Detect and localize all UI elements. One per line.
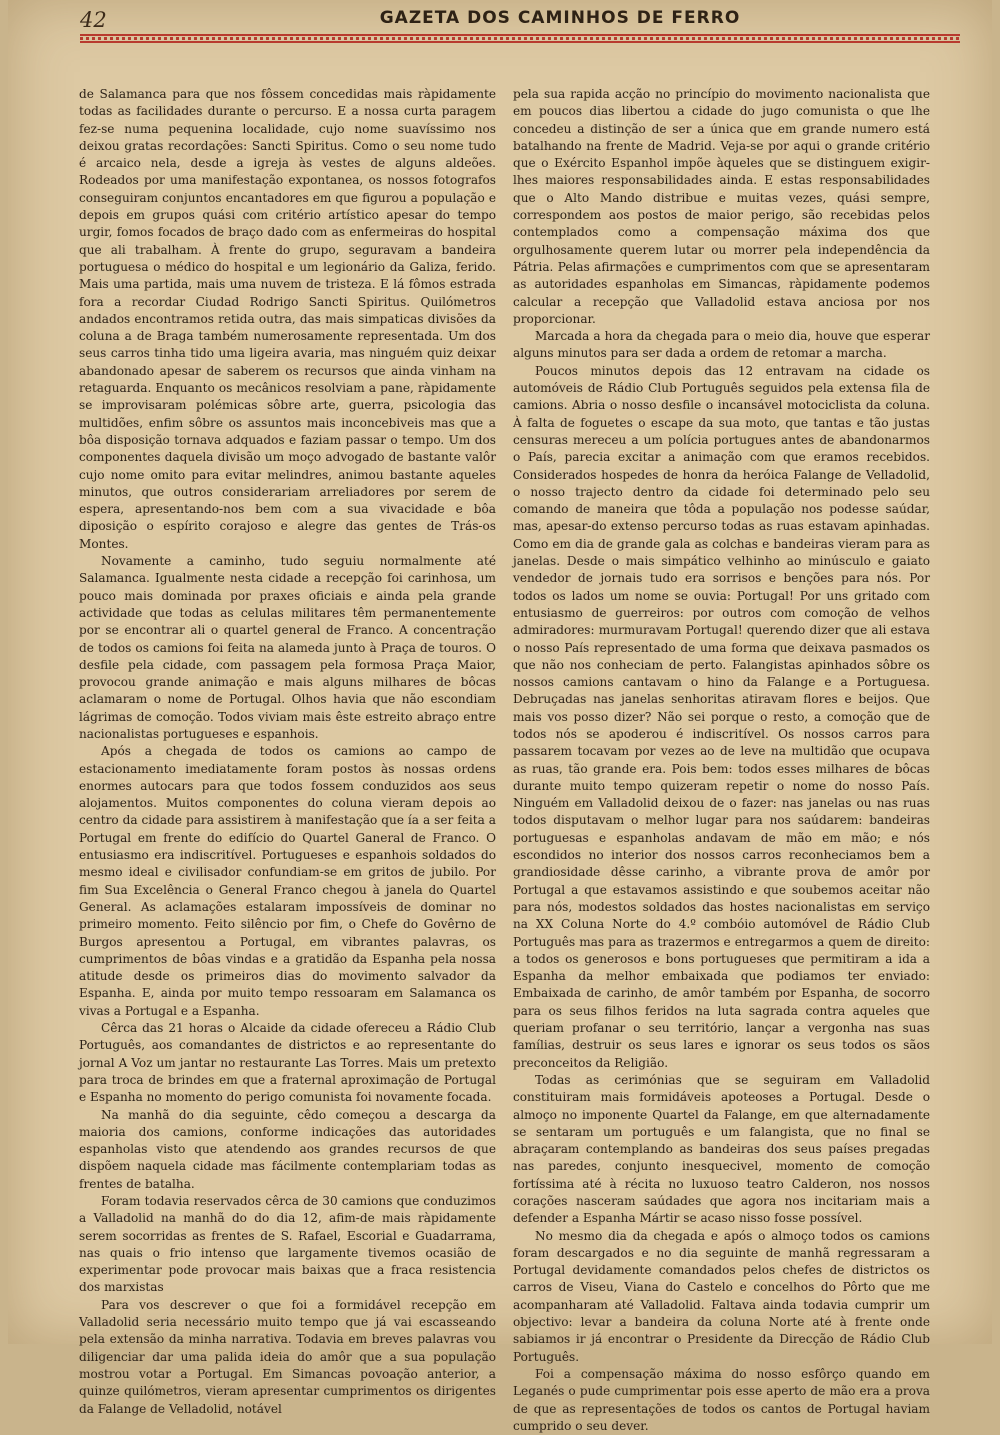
paragraph: Na manhã do dia seguinte, cêdo começou a descarga da maioria dos camions, conforme indicações das autoridades espanholas visto que atendendo aos grandes recursos de que dispõem naquela cidade mas fácilmente contemplariam todas as frentes de batalha. [79, 1107, 496, 1191]
paragraph: pela sua rapida acção no princípio do movimento nacionalista que em poucos dias libertou a cidade do jugo comunista o que lhe concedeu a distinção de ser a única que em grande numero está batalhando na frente de Madrid. Veja-se por aqui o grande critério que o Exército Espanhol impõe àqueles que se distinguem exigir-lhes maiores responsabilidades ainda. E estas responsabilidades que o Alto Mando distribue e muitas vezes, quási sempre, correspondem aos postos de maior perigo, são recebidas pelos contemplados como a compensação máxima dos que orgulhosamente querem lutar ou morrer pela independência da Pátria. Pelas afirmações e cumprimentos com que se apresentaram as autoridades espanholas em Simancas, ràpidamente podemos calcular a recepção que Valladolid estava anciosa por nos proporcionar. [513, 87, 930, 326]
paragraph: Cêrca das 21 horas o Alcaide da cidade ofereceu a Rádio Club Português, aos comandantes de districtos e ao representante do jornal A Voz um jantar no restaurante Las Torres. Mais um pretexto para troca de brindes em que a fraternal aproximação de Portugal e Espanha no momento do perigo comunista foi novamente focada. [79, 1021, 496, 1105]
paragraph: Novamente a caminho, tudo seguiu normalmente até Salamanca. Igualmente nesta cidade a recepção foi carinhosa, um pouco mais dominada por praxes oficiais e ainda pela grande actividade que todas as celulas militares têm permanentemente por se encontrar ali o quartel general de Franco. A concentração de todos os camions foi feita na alameda junto à Praça de touros. O desfile pela cidade, com passagem pela formosa Praça Maior, provocou grande animação e mais alguns milhares de bôcas aclamaram o nome de Portugal. Olhos havia que não escondiam lágrimas de comoção. Todos viviam mais êste estreito abraço entre nacionalistas portugueses e espanhois. [79, 554, 496, 741]
page-number: 42 [80, 8, 107, 32]
paragraph: Após a chegada de todos os camions ao campo de estacionamento imediatamente foram postos às nossas ordens enormes autocars para que todos fossem conduzidos aos seus alojamentos. Muitos componentes do coluna vieram depois ao centro da cidade para assistirem à manifestação que ía a ser feita a Portugal em frente do edifício do Quartel Ganeral de Franco. O entusiasmo era indiscritível. Portugueses e espanhois soldados do mesmo ideal e civilisador confundiam-se em gritos de jubilo. Por fim Sua Excelência o General Franco chegou à janela do Quartel General. As aclamações estalaram impossíveis de dominar no primeiro momento. Feito silêncio por fim, o Chefe do Govêrno de Burgos apresentou a Portugal, em vibrantes palavras, os cumprimentos de bôas vindas e a gratidão da Espanha pela nossa atitude desde os primeiros dias do movimento salvador da Espanha. E, ainda por muito tempo ressoaram em Salamanca os vivas a Portugal e a Espanha. [79, 744, 496, 1018]
paragraph: Foi a compensação máxima do nosso esfôrço quando em Leganés o pude cumprimentar pois esse aperto de mão era a prova de que as representações de todos os cantos de Portugal haviam cumprido o seu dever. [513, 1366, 930, 1433]
paragraph: Para vos descrever o que foi a formidável recepção em Valladolid seria necessário muito tempo que já vai escasseando pela extensão da minha narrativa. Todavia em breves palavras vou diligenciar dar uma palida ideia do amôr que a sua população mostrou votar a Portugal. Em Simancas povoação anterior, a quinze quilómetros, vieram apresentar cumprimentos os dirigentes da Falange de Velladolid, notável [79, 1297, 496, 1416]
journal-title: GAZETA DOS CAMINHOS DE FERRO [379, 8, 741, 28]
header-decorative-rule [80, 34, 960, 43]
paragraph: Foram todavia reservados cêrca de 30 camions que conduzimos a Valladolid na manhã do do dia 12, afim-de mais ràpidamente serem socorridas as frentes de S. Rafael, Escorial e Guadarrama, nas quais o frio intenso que largamente tivemos ocasião de experimentar pode provocar mais baixas que a fraca resistencia dos marxistas [79, 1194, 496, 1295]
paragraph: Marcada a hora da chegada para o meio dia, houve que esperar alguns minutos para ser dada a ordem de retomar a marcha. [513, 329, 930, 361]
paragraph: de Salamanca para que nos fôssem concedidas mais ràpidamente todas as facilidades durante o percurso. E a nossa curta paragem fez-se numa pequenina localidade, cujo nome suavíssimo nos deixou gratas recordações: Sancti Spiritus. Como o seu nome tudo é arcaico nela, desde a igreja às vestes de alguns aldeões. Rodeados por uma manifestação expontanea, os nossos fotografos conseguiram conjuntos encantadores em que figurou a população e depois em grupos quási com critério artístico apesar do tempo urgir, fomos focados de braço dado com as enfermeiras do hospital que ali trabalham. À frente do grupo, seguravam a bandeira portuguesa o médico do hospital e um legionário da Galiza, ferido. Mais uma partida, mais uma nuvem de tristeza. E lá fômos estrada fora a recordar Ciudad Rodrigo Sancti Spiritus. Quilómetros andados encontramos retida outra, das mais simpaticas divisões da coluna a de Braga também numerosamente representada. Um dos seus carros tinha tido uma ligeira avaria, mas ninguém quiz deixar abandonado apesar de saberem os recursos que ainda vinham na retaguarda. Enquanto os mecânicos resolviam a pane, ràpidamente se improvisaram polémicas sôbre arte, guerra, psicologia das multidões, enfim sôbre os assuntos mais inconcebiveis mas que a bôa disposição tornava adquados e faziam passar o tempo. Um dos componentes daquela divisão um moço advogado de bastante valôr cujo nome omito para evitar melindres, animou bastante aqueles minutos, que outros considerariam arreliadores por serem de espera, apresentando-nos bem com a sua vivacidade e bôa diposição o espírito corajoso e alegre das gentes de Trás-os Montes. [79, 87, 496, 551]
right-column [513, 86, 930, 1435]
paragraph: No mesmo dia da chegada e após o almoço todos os camions foram descargados e no dia seguinte de manhã regressaram a Portugal devidamente comandados pelos chefes de districtos os carros de Viseu, Viana do Castelo e concelhos do Pôrto que me acompanharam até Valladolid. Faltava ainda todavia cumprir um objectivo: levar a bandeira da coluna Norte até à frente onde sabiamos ir já encontrar o Presidente da Direcção de Rádio Club Português. [513, 1228, 930, 1364]
paragraph: Todas as cerimónias que se seguiram em Valladolid constituiram mais formidáveis apoteoses a Portugal. Desde o almoço no imponente Quartel da Falange, em que alternadamente se sentaram um português e um falangista, que no final se abraçaram contemplando as bandeiras dos seus países pregadas nas paredes, conjunto inesquecivel, momento de comoção fortíssima até à récita no luxuoso teatro Calderon, nos nossos corações nasceram saúdades que agora nos incitariam mais a defender a Espanha Mártir se acaso nisso fosse possível. [513, 1072, 930, 1226]
page-header [80, 6, 960, 42]
paragraph: Poucos minutos depois das 12 entravam na cidade os automóveis de Rádio Club Português seguidos pela extensa fila de camions. Abria o nosso desfile o incansável motociclista da coluna. À falta de foguetes o escape da sua moto, que tantas e tão justas censuras mereceu a um polícia portugues antes de abandonarmos o País, parecia excitar a animação com que eramos recebidos. Considerados hospedes de honra da heróica Falange de Velladolid, o nosso trajecto dentro da cidade foi determinado pelo seu comando de maneira que tôda a população nos podesse saúdar, mas, apesar-do extenso percurso todas as ruas estavam apinhadas. Como em dia de grande gala as colchas e bandeiras vieram para as janelas. Desde o mais simpático velhinho ao minúsculo e gaiato vendedor de jornais tudo era sorrisos e benções para nós. Por todos os lados um nome se ouvia: Portugal! Por uns gritado com entusiasmo de guerreiros: por outros com comoção de velhos admiradores: murmuravam Portugal! querendo dizer que ali estava o nosso País representado de uma forma que deixava pasmados os que não nos conheciam de perto. Falangistas apinhados sôbre os nossos camions cantavam o hino da Falange e a Portuguesa. Debruçadas nas janelas senhoritas atiravam flores e beijos. Que mais vos posso dizer? Não sei porque o resto, a comoção que de todos nós se apoderou é indiscritível. Os nossos carros para passarem tocavam por vezes ao de leve na multidão que ocupava as ruas, tão grande era. Pois bem: todos esses milhares de bôcas durante muito tempo quizeram repetir o nome do nosso País. Ninguém em Valladolid deixou de o fazer: nas janelas ou nas ruas todos disputavam o melhor lugar para nos saúdarem: bandeiras portuguesas e espanholas andavam de mão em mão; e nós escondidos no interior dos nossos carros reconheciamos bem a grandiosidade dêsse carinho, a vibrante prova de amôr por Portugal a que estavamos assistindo e que soubemos aceitar não para nós, modestos soldados das hostes nacionalistas em serviço na XX Coluna Norte do 4.º combóio automóvel de Rádio Club Português mas para as trazermos e entregarmos a quem de direito: a todos os generosos e bons portugueses que permitiram a ida a Espanha da melhor embaixada que podiamos ter enviado: Embaixada de carinho, de amôr também por Espanha, de socorro para os seus filhos feridos na luta sagrada contra aqueles que queriam profanar o seu território, lançar a vergonha nas suas famílias, destruir os seus lares e ignorar os seus todos os sãos preconceitos da Religião. [513, 363, 930, 1070]
left-column [79, 86, 496, 1418]
newspaper-page [8, 0, 992, 1433]
